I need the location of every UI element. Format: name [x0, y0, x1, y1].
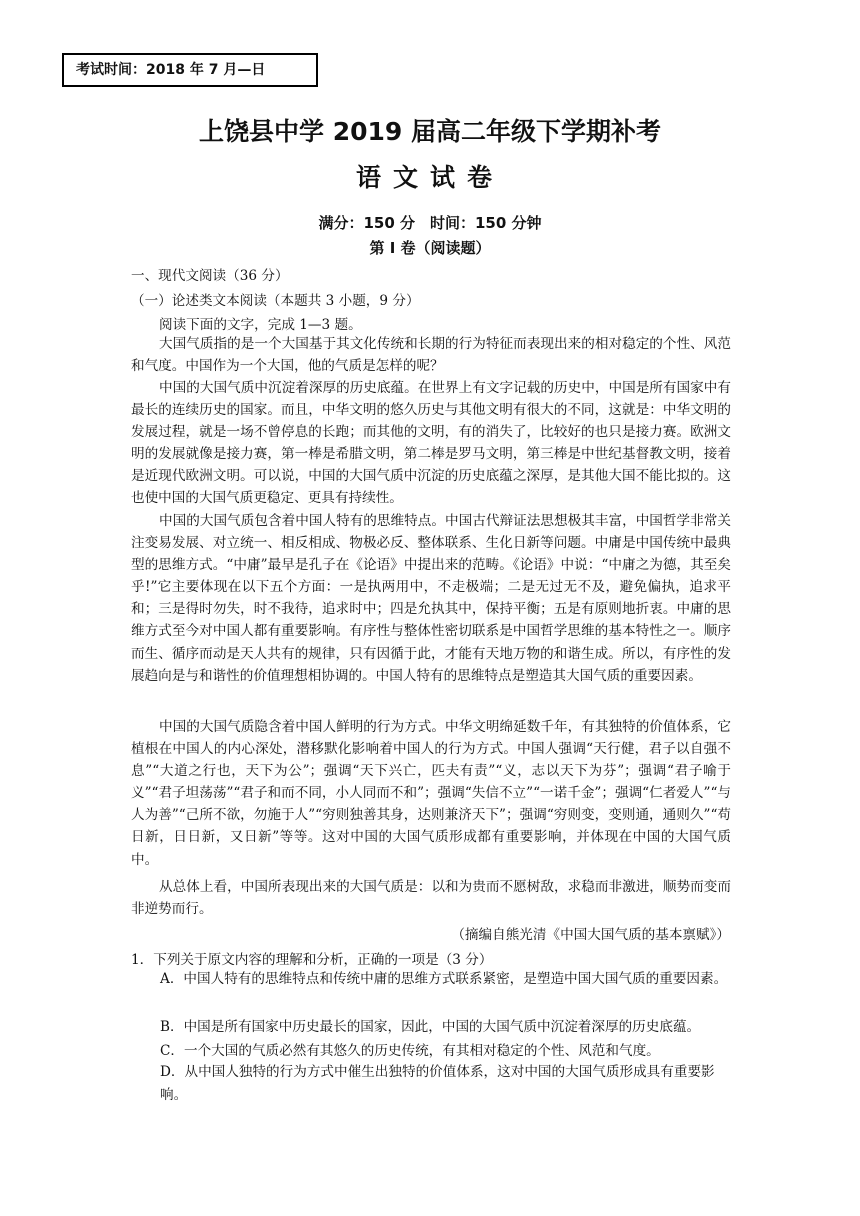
exam-time-box	[62, 53, 318, 87]
question-1-option-b: B．中国是所有国家中历史最长的国家，因此，中国的大国气质中沉淀着深厚的历史底蕴。	[160, 1019, 701, 1035]
question-1-option-a: A．中国人特有的思维特点和传统中庸的思维方式联系紧密，是塑造中国大国气质的重要因素。	[160, 971, 728, 987]
sub-section-heading: （一）论述类文本阅读（本题共 3 小题，9 分）	[131, 293, 420, 309]
passage-paragraph-1: 大国气质指的是一个大国基于其文化传统和长期的行为特征而表现出来的相对稳定的个性、风范和气度。中国作为一个大国，他的气质是怎样的呢？	[131, 336, 731, 375]
question-1-option-d: D．从中国人独特的行为方式中催生出独特的价值体系，这对中国的大国气质形成具有重要影响。	[160, 1064, 715, 1103]
score-time-line: 满分：150 分 时间：150 分钟	[318, 214, 542, 232]
reading-instruction: 阅读下面的文字，完成 1—3 题。	[159, 317, 362, 333]
passage-paragraph-5: 从总体上看，中国所表现出来的大国气质是：以和为贵而不愿树敌，求稳而非激进，顺势而变而非逆势而行。	[131, 879, 731, 918]
passage-source: （摘编自熊光清《中国大国气质的基本禀赋》）	[451, 927, 730, 943]
question-1-stem: 1．下列关于原文内容的理解和分析，正确的一项是（3 分）	[131, 952, 493, 968]
exam-title: 上饶县中学 2019 届高二年级下学期补考	[199, 117, 661, 146]
passage-paragraph-3: 中国的大国气质包含着中国人特有的思维特点。中国古代辩证法思想极其丰富，中国哲学非常关注变易发展、对立统一、相反相成、物极必反、整体联系、生化日新等问题。中庸是中国传统中最典型的思维方式。“中庸”最早是孔子在《论语》中提出来的范畴。《论语》中说：“中庸之为德，其至矣乎!”它主要体现在以下五个方面：一是执两用中，不走极端；二是无过无不及，避免偏执，追求平和；三是得时勿失，时不我待，追求时中；四是允执其中，保持平衡；五是有原则地折衷。中庸的思维方式至今对中国人都有重要影响。有序性与整体性密切联系是中国哲学思维的基本特性之一。顺序而生、循序而动是天人共有的规律，只有因循于此，才能有天地万物的和谐生成。所以，有序性的发展趋向是与和谐性的价值理想相协调的。中国人特有的思维特点是塑造其大国气质的重要因素。	[131, 513, 731, 684]
passage-paragraph-4: 中国的大国气质隐含着中国人鲜明的行为方式。中华文明绵延数千年，有其独特的价值体系，它植根在中国人的内心深处，潜移默化影响着中国人的行为方式。中国人强调“天行健，君子以自强不息”“大道之行也，天下为公”；强调“天下兴亡，匹夫有责”“义，志以天下为芬”；强调“君子喻于义”“君子坦荡荡”“君子和而不同，小人同而不和”；强调“失信不立”“一诺千金”；强调“仁者爱人”“与人为善”“己所不欲，勿施于人”“穷则独善其身，达则兼济天下”；强调“穷则变，变则通，通则久”“苟日新，日日新，又日新”等等。这对中国的大国气质形成都有重要影响，并体现在中国的大国气质中。	[131, 719, 731, 868]
passage-paragraph-2: 中国的大国气质中沉淀着深厚的历史底蕴。在世界上有文字记载的历史中，中国是所有国家中有最长的连续历史的国家。而且，中华文明的悠久历史与其他文明有很大的不同，这就是：中华文明的发展过程，就是一场不曾停息的长跑；而其他的文明，有的消失了，比较好的也只是接力赛。欧洲文明的发展就像是接力赛，第一棒是希腊文明，第二棒是罗马文明，第三棒是中世纪基督教文明，接着是近现代欧洲文明。可以说，中国的大国气质中沉淀的历史底蕴之深厚，是其他大国不能比拟的。这也使中国的大国气质更稳定、更具有持续性。	[131, 380, 731, 507]
section-heading: 一、现代文阅读（36 分）	[131, 268, 289, 284]
question-1-option-c: C．一个大国的气质必然有其悠久的历史传统，有其相对稳定的个性、风范和气度。	[160, 1043, 660, 1059]
exam-time-text: 考试时间：2018 年 7 月—日	[76, 62, 266, 78]
exam-subtitle: 语文试卷	[355, 163, 504, 192]
volume-heading: 第 I 卷（阅读题）	[369, 239, 491, 257]
